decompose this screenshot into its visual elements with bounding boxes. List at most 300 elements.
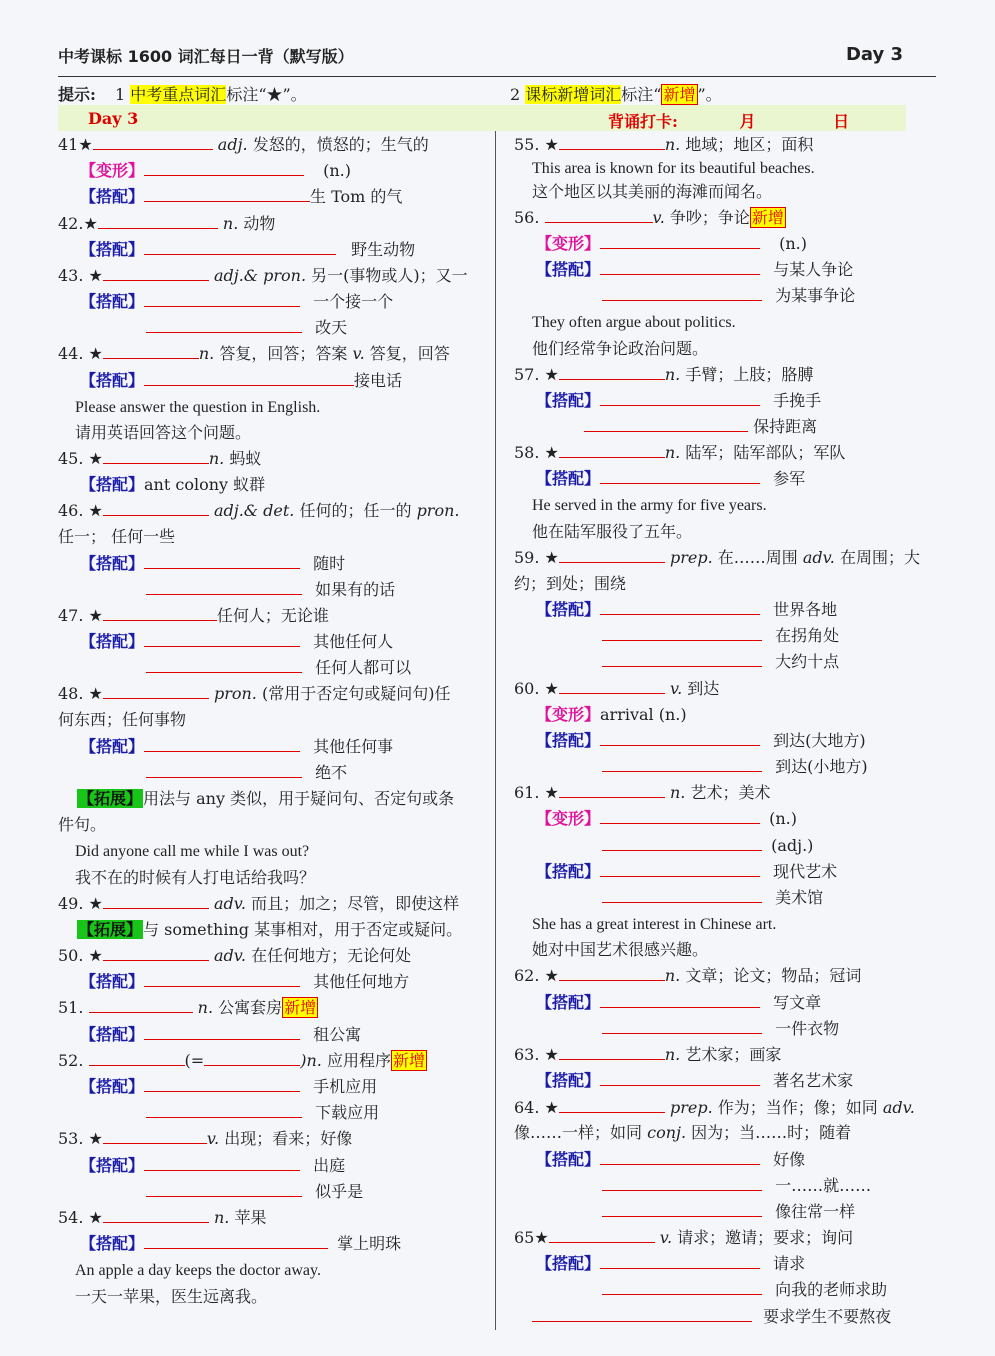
- tip-1: [58, 82, 307, 105]
- entry-57: [514, 364, 813, 386]
- variant-tag: 【变形】: [536, 234, 601, 253]
- entry-63-phrase: [536, 1070, 853, 1092]
- blank[interactable]: [602, 626, 762, 641]
- day-label: Day 3: [845, 44, 903, 65]
- entry-55: [514, 134, 813, 156]
- entry-number: 53. ★: [58, 1129, 103, 1148]
- entry-43-phrase-2: [146, 317, 347, 339]
- blank[interactable]: [144, 1077, 300, 1092]
- pos: adv.: [213, 894, 246, 913]
- phrase: 租公寓: [313, 1025, 362, 1044]
- example-zh: 她对中国艺术很感兴趣。: [532, 940, 709, 959]
- blank[interactable]: [600, 993, 760, 1008]
- phrase-tag: 【搭配】: [80, 1156, 145, 1175]
- blank[interactable]: [146, 580, 302, 595]
- entry-number: 61. ★: [514, 783, 559, 802]
- blank[interactable]: [89, 1051, 185, 1066]
- tip-1-rest: 标注“★”。: [226, 85, 307, 104]
- pos: adj.: [217, 135, 248, 154]
- blank[interactable]: [103, 1208, 209, 1223]
- blank[interactable]: [144, 972, 300, 987]
- entry-46-phrase-2: [146, 579, 395, 601]
- phrase: 出庭: [313, 1156, 346, 1175]
- phrase-tag: 【搭配】: [536, 862, 601, 881]
- blank[interactable]: [103, 606, 217, 621]
- entry-43-phrase-1: [80, 291, 393, 313]
- pos: adv.: [882, 1098, 915, 1117]
- phrase: 到达(大地方): [773, 731, 866, 750]
- phrase-tag: 【搭配】: [80, 972, 145, 991]
- example-zh: 这个地区以其美丽的海滩而闻名。: [532, 182, 773, 201]
- entry-48-def2: 何东西；任何事物: [58, 710, 187, 729]
- entry-52: [58, 1050, 427, 1072]
- blank[interactable]: [600, 731, 760, 746]
- entry-number: 44. ★: [58, 344, 103, 363]
- example-zh: 他们经常争论政治问题。: [532, 339, 709, 358]
- phrase-tag: 【搭配】: [80, 371, 145, 390]
- tip-2-highlight: 课标新增词汇: [525, 85, 622, 104]
- definition: 应用程序: [326, 1051, 391, 1070]
- pos: v.: [659, 1228, 673, 1247]
- entry-number: 60. ★: [514, 679, 559, 698]
- entry-48-phrase-1: [80, 736, 393, 758]
- variant-tag: 【变形】: [536, 809, 601, 828]
- example-en: Please answer the question in English.: [75, 399, 321, 416]
- entry-60-phrase-1: [536, 730, 866, 752]
- entry-54: [58, 1207, 266, 1229]
- pos: pron.: [213, 684, 257, 703]
- definition: 地域；地区；面积: [685, 135, 814, 154]
- entry-number: 57. ★: [514, 365, 559, 384]
- variant-text: arrival (n.): [600, 705, 687, 724]
- example-zh: 我不在的时候有人打电话给我吗？: [75, 868, 316, 887]
- blank[interactable]: [602, 286, 762, 301]
- phrase: 写文章: [773, 993, 822, 1012]
- variant-pos: (adj.): [771, 836, 814, 855]
- example-en: He served in the army for five years.: [532, 497, 767, 514]
- entry-48-extension: [77, 788, 454, 810]
- entry-60: [514, 678, 719, 700]
- blank[interactable]: [559, 443, 665, 458]
- phrase: 其他任何事: [313, 737, 394, 756]
- entry-47: [58, 605, 329, 627]
- pos: n.: [222, 214, 239, 233]
- blank[interactable]: [600, 469, 760, 484]
- pos: v.: [352, 344, 365, 363]
- example-en: Did anyone call me while I was out?: [75, 843, 310, 860]
- blank[interactable]: [559, 135, 665, 150]
- phrase: 保持距离: [753, 417, 818, 436]
- variant-tag: 【变形】: [80, 161, 145, 180]
- pos: adv.: [802, 548, 835, 567]
- entry-47-phrase-1: [80, 631, 393, 653]
- entry-50: [58, 945, 411, 967]
- entry-number: 42.★: [58, 214, 98, 233]
- phrase-tag: 【搭配】: [536, 600, 601, 619]
- example-zh: 一天一苹果，医生远离我。: [75, 1287, 268, 1306]
- example-en: An apple a day keeps the doctor away.: [75, 1262, 321, 1279]
- tip-1-highlight: 中考重点词汇: [130, 85, 227, 104]
- definition: 蚂蚁: [229, 449, 262, 468]
- phrase: 好像: [773, 1150, 806, 1169]
- phrase: 参军: [773, 469, 806, 488]
- entry-46: [58, 500, 459, 522]
- definition: 艺术；美术: [690, 783, 771, 802]
- definition: 在周围；大: [839, 548, 920, 567]
- page-title: 中考课标 1600 词汇每日一背（默写版）: [58, 47, 354, 66]
- definition: 出现；看来；好像: [224, 1129, 353, 1148]
- pos: n.: [664, 443, 681, 462]
- definition: 任何人；无论谁: [216, 606, 329, 625]
- blank[interactable]: [559, 548, 665, 563]
- entry-53-phrase-1: [80, 1155, 345, 1177]
- blank[interactable]: [144, 292, 300, 307]
- phrase-tag: 【搭配】: [80, 554, 145, 573]
- blank[interactable]: [103, 449, 209, 464]
- pos: n.: [664, 966, 681, 985]
- entry-number: 45. ★: [58, 449, 103, 468]
- example-zh: 请用英语回答这个问题。: [75, 423, 252, 442]
- blank[interactable]: [600, 234, 760, 249]
- definition: 因为；当……时；随着: [691, 1123, 852, 1142]
- pos: )n.: [300, 1051, 322, 1070]
- blank[interactable]: [103, 266, 209, 281]
- variant-tag: 【变形】: [536, 705, 601, 724]
- entry-64-def2: [514, 1122, 851, 1144]
- entry-61-variant-2: [602, 835, 813, 857]
- blank[interactable]: [144, 554, 300, 569]
- definition: 答复，回答；答案: [219, 344, 348, 363]
- entry-48: [58, 683, 450, 705]
- phrase: ant colony 蚁群: [144, 475, 266, 494]
- blank[interactable]: [103, 1129, 207, 1144]
- blank[interactable]: [602, 888, 762, 903]
- entry-54-phrase: [80, 1233, 401, 1255]
- blank[interactable]: [559, 679, 665, 694]
- entry-59: [514, 547, 920, 569]
- entry-53-phrase-2: [146, 1181, 363, 1203]
- entry-49-extension: [77, 919, 462, 941]
- blank[interactable]: [532, 1307, 752, 1322]
- entry-51: [58, 997, 318, 1019]
- definition: 任何的；任一的: [299, 501, 412, 520]
- entry-59-phrase-3: [602, 651, 839, 673]
- definition: 在……周围: [717, 548, 798, 567]
- phrase: 掌上明珠: [337, 1234, 402, 1253]
- definition: 作为；当作；像；如同: [717, 1098, 878, 1117]
- entry-number: 47. ★: [58, 606, 103, 625]
- blank[interactable]: [144, 737, 300, 752]
- entry-number: 65★: [514, 1228, 549, 1247]
- phrase: 下载应用: [315, 1103, 380, 1122]
- entry-46-def2: 任一； 任何一些: [58, 527, 176, 546]
- entry-48-phrase-2: [146, 762, 347, 784]
- entry-number: 41★: [58, 135, 93, 154]
- phrase: 其他任何人: [313, 632, 394, 651]
- pos: adj.& pron.: [213, 266, 307, 285]
- entry-65-phrase-3: [532, 1306, 891, 1328]
- band-day: Day 3: [88, 109, 139, 128]
- example-zh: 他在陆军服役了五年。: [532, 522, 693, 541]
- entry-42-phrase: [80, 239, 415, 261]
- entry-44: [58, 343, 450, 365]
- blank[interactable]: [600, 1150, 760, 1165]
- phrase: 向我的老师求助: [775, 1280, 888, 1299]
- entry-number: 52.: [58, 1051, 84, 1070]
- blank[interactable]: [144, 1025, 300, 1040]
- blank[interactable]: [584, 417, 748, 432]
- example-en: They often argue about politics.: [532, 314, 736, 331]
- entry-number: 59. ★: [514, 548, 559, 567]
- entry-41: [58, 134, 429, 156]
- entry-44-phrase: [80, 370, 402, 392]
- entry-62: [514, 965, 861, 987]
- checkin-day: 日: [833, 112, 850, 131]
- blank[interactable]: [602, 1019, 762, 1034]
- blank[interactable]: [600, 862, 760, 877]
- entry-53: [58, 1128, 352, 1150]
- phrase: 改天: [315, 318, 348, 337]
- entry-65-phrase-2: [602, 1279, 887, 1301]
- phrase-tag: 【搭配】: [80, 632, 145, 651]
- pos: prep.: [669, 548, 713, 567]
- pos: conj.: [647, 1123, 687, 1142]
- pos: n.: [198, 344, 215, 363]
- phrase-tag: 【搭配】: [80, 292, 145, 311]
- entry-56-phrase-2: [602, 285, 855, 307]
- entry-64: [514, 1097, 915, 1119]
- entry-56-phrase-1: [536, 259, 853, 281]
- variant-pos: (n.): [779, 234, 807, 253]
- definition: 而且；加之；尽管，即使这样: [251, 894, 460, 913]
- entry-62-phrase-2: [602, 1018, 839, 1040]
- pos: adj.& det.: [213, 501, 295, 520]
- phrase: 如果有的话: [315, 580, 396, 599]
- phrase: 一……就……: [775, 1176, 872, 1195]
- blank[interactable]: [103, 946, 209, 961]
- pos: v.: [652, 208, 665, 227]
- phrase: 绝不: [315, 763, 348, 782]
- phrase: 要求学生不要熬夜: [763, 1307, 892, 1326]
- blank[interactable]: [146, 658, 302, 673]
- phrase: 随时: [313, 554, 346, 573]
- column-divider: [495, 131, 496, 1330]
- phrase: 一个接一个: [313, 292, 394, 311]
- blank[interactable]: [93, 135, 213, 150]
- phrase: 世界各地: [773, 600, 838, 619]
- blank[interactable]: [144, 161, 304, 176]
- blank[interactable]: [144, 187, 310, 202]
- blank[interactable]: [600, 600, 760, 615]
- phrase: 手机应用: [313, 1077, 378, 1096]
- variant-pos: (n.): [323, 161, 351, 180]
- entry-64-phrase-1: [536, 1149, 805, 1171]
- definition: 动物: [243, 214, 276, 233]
- definition: 在任何地方；无论何处: [251, 946, 412, 965]
- blank[interactable]: [146, 318, 302, 333]
- pos: n.: [664, 1045, 681, 1064]
- entry-58-phrase: [536, 468, 805, 490]
- tip-label: 提示:: [58, 85, 96, 104]
- blank[interactable]: [89, 998, 193, 1013]
- phrase: 似乎是: [315, 1182, 364, 1201]
- blank[interactable]: [559, 783, 665, 798]
- entry-49: [58, 893, 459, 915]
- blank[interactable]: [144, 1156, 300, 1171]
- phrase: 任何人都可以: [315, 658, 412, 677]
- checkin-label: [608, 109, 849, 132]
- blank[interactable]: [602, 757, 762, 772]
- phrase-tag: 【搭配】: [80, 1025, 145, 1044]
- phrase: 手挽手: [773, 391, 822, 410]
- phrase: 为某事争论: [775, 286, 856, 305]
- definition: 手臂；上肢；胳膊: [685, 365, 814, 384]
- definition: 另一(事物或人)；又一: [311, 266, 468, 285]
- entry-65: [514, 1227, 853, 1249]
- entry-48-extension-2: 件句。: [58, 815, 107, 834]
- tip-2-mid: 标注“: [621, 85, 662, 104]
- definition: 争吵；争论: [669, 208, 750, 227]
- blank[interactable]: [103, 684, 209, 699]
- blank[interactable]: [549, 1228, 655, 1243]
- header-divider: [58, 76, 936, 77]
- entry-52-phrase-2: [146, 1102, 379, 1124]
- phrase: 在拐角处: [775, 626, 840, 645]
- phrase-tag: 【搭配】: [80, 475, 145, 494]
- new-badge: 新增: [284, 998, 317, 1017]
- entry-45: [58, 448, 261, 470]
- entry-50-phrase: [80, 971, 409, 993]
- tip-2-end: ”。: [697, 85, 722, 104]
- entry-41-phrase: [80, 186, 402, 208]
- phrase: 著名艺术家: [773, 1071, 854, 1090]
- example-en: She has a great interest in Chinese art.: [532, 916, 777, 933]
- blank[interactable]: [600, 1254, 760, 1269]
- pos: n.: [669, 783, 686, 802]
- tip-1-num: 1: [115, 85, 126, 104]
- phrase: 与某人争论: [773, 260, 854, 279]
- entry-number: 54. ★: [58, 1208, 103, 1227]
- entry-56-variant: [536, 233, 807, 255]
- extension-text: 用法与 any 类似，用于疑问句、否定句或条: [143, 789, 455, 808]
- phrase-tag: 【搭配】: [536, 1254, 601, 1273]
- phrase-tag: 【搭配】: [536, 1071, 601, 1090]
- blank[interactable]: [600, 809, 760, 824]
- entry-63: [514, 1044, 781, 1066]
- entry-61-variant-1: [536, 808, 797, 830]
- pos: n.: [664, 135, 681, 154]
- phrase-tag: 【搭配】: [536, 1150, 601, 1169]
- entry-number: 55. ★: [514, 135, 559, 154]
- entry-number: 62. ★: [514, 966, 559, 985]
- blank[interactable]: [146, 1182, 302, 1197]
- phrase-tag: 【搭配】: [536, 469, 601, 488]
- phrase: 大约十点: [775, 652, 840, 671]
- phrase: 其他任何地方: [313, 972, 410, 991]
- blank[interactable]: [559, 365, 665, 380]
- blank[interactable]: [602, 1280, 762, 1295]
- tip-2: [510, 82, 722, 105]
- entry-59-phrase-1: [536, 599, 837, 621]
- new-badge: 新增: [663, 85, 696, 104]
- entry-41-variant: [80, 160, 351, 182]
- blank[interactable]: [146, 763, 302, 778]
- equals: (=: [184, 1051, 205, 1070]
- blank[interactable]: [103, 501, 209, 516]
- definition: 公寓套房: [218, 998, 283, 1017]
- new-badge: 新增: [751, 208, 784, 227]
- blank[interactable]: [602, 836, 762, 851]
- blank[interactable]: [146, 1103, 302, 1118]
- pos: n.: [213, 1208, 230, 1227]
- blank[interactable]: [103, 344, 199, 359]
- definition: 像……一样；如同: [514, 1123, 643, 1142]
- definition: 艺术家；画家: [685, 1045, 782, 1064]
- entry-number: 63. ★: [514, 1045, 559, 1064]
- blank[interactable]: [98, 214, 218, 229]
- entry-59-phrase-2: [602, 625, 839, 647]
- blank[interactable]: [103, 894, 209, 909]
- extension-text: 与 something 某事相对，用于否定或疑问。: [143, 920, 463, 939]
- blank[interactable]: [600, 391, 760, 406]
- phrase: 现代艺术: [773, 862, 838, 881]
- definition: 文章；论文；物品；冠词: [685, 966, 862, 985]
- phrase-tag: 【搭配】: [80, 187, 145, 206]
- entry-number: 43. ★: [58, 266, 103, 285]
- blank[interactable]: [204, 1051, 300, 1066]
- example-en: This area is known for its beautiful beaches.: [532, 160, 815, 177]
- entry-62-phrase-1: [536, 992, 821, 1014]
- entry-42: [58, 213, 275, 235]
- definition: 到达: [687, 679, 720, 698]
- entry-61-phrase-2: [602, 887, 823, 909]
- phrase-tag: 【搭配】: [80, 1077, 145, 1096]
- blank[interactable]: [144, 240, 336, 255]
- blank[interactable]: [545, 208, 653, 223]
- pos: pron.: [416, 501, 460, 520]
- blank[interactable]: [559, 1045, 665, 1060]
- entry-64-phrase-3: [602, 1201, 855, 1223]
- blank[interactable]: [559, 1098, 665, 1113]
- blank[interactable]: [600, 260, 760, 275]
- phrase: 像往常一样: [775, 1202, 856, 1221]
- blank[interactable]: [559, 966, 665, 981]
- entry-number: 51.: [58, 998, 84, 1017]
- blank[interactable]: [602, 1202, 762, 1217]
- definition: (常用于否定句或疑问句)任: [261, 684, 451, 703]
- pos: n.: [208, 449, 225, 468]
- entry-60-phrase-2: [602, 756, 868, 778]
- entry-43: [58, 265, 468, 287]
- checkin-month: 月: [739, 112, 756, 131]
- pos: prep.: [669, 1098, 713, 1117]
- entry-65-phrase-1: [536, 1253, 805, 1275]
- blank[interactable]: [144, 1234, 328, 1249]
- definition: 陆军；陆军部队；军队: [685, 443, 846, 462]
- phrase-tag: 【搭配】: [536, 993, 601, 1012]
- blank[interactable]: [144, 371, 354, 386]
- blank[interactable]: [602, 652, 762, 667]
- blank[interactable]: [144, 632, 300, 647]
- entry-56: [514, 207, 786, 229]
- entry-number: 64. ★: [514, 1098, 559, 1117]
- entry-number: 49. ★: [58, 894, 103, 913]
- phrase: 到达(小地方): [775, 757, 868, 776]
- entry-52-phrase-1: [80, 1076, 377, 1098]
- phrase-tag: 【搭配】: [536, 731, 601, 750]
- blank[interactable]: [602, 1176, 762, 1191]
- blank[interactable]: [600, 1071, 760, 1086]
